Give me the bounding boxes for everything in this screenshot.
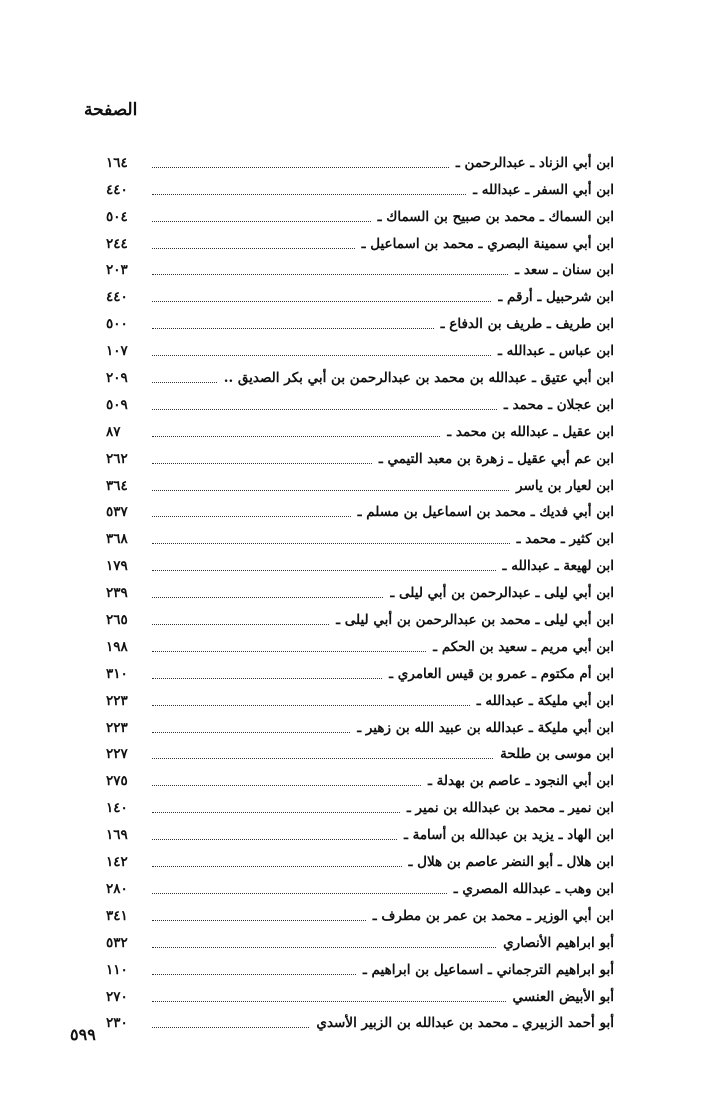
dot-leader — [152, 651, 426, 652]
index-entry — [106, 764, 614, 791]
dot-leader — [152, 167, 449, 168]
entry-page-number: ٥٠٤ — [106, 208, 128, 225]
index-entry — [106, 334, 614, 361]
index-entry — [106, 899, 614, 926]
dot-leader — [152, 678, 382, 679]
index-entry — [106, 280, 614, 307]
index-entry — [106, 576, 614, 603]
entry-page-number: ٣٦٨ — [106, 531, 128, 548]
page-number: ٥٩٩ — [70, 1025, 96, 1044]
index-entry — [106, 684, 614, 711]
entry-page-number: ٢٢٧ — [106, 746, 128, 763]
entry-name: ابن أبي مليكة ـ عبدالله ـ — [476, 692, 614, 709]
dot-leader — [152, 732, 350, 733]
entry-name: ابن شرحبيل ـ أرقم ـ — [498, 289, 614, 306]
entry-page-number: ٤٤٠ — [106, 289, 128, 306]
dot-leader — [152, 274, 508, 275]
entry-name: ابن هلال ـ أبو النضر عاصم بن هلال ـ — [408, 854, 614, 871]
dot-leader — [152, 301, 491, 302]
dot-leader — [152, 543, 510, 544]
entry-page-number: ٢٣٠ — [106, 1015, 128, 1032]
dot-leader — [152, 920, 366, 921]
entry-name: ابن نمير ـ محمد بن عبدالله بن نمير ـ — [406, 800, 614, 817]
entry-page-number: ٣٦٤ — [106, 477, 128, 494]
dot-leader — [152, 839, 397, 840]
dot-leader — [152, 758, 493, 759]
dot-leader — [152, 785, 421, 786]
dot-leader — [152, 705, 470, 706]
index-entry — [106, 415, 614, 442]
entry-name: ابن السماك ـ محمد بن صبيح بن السماك ـ — [377, 208, 614, 225]
page-column-heading: الصفحة — [84, 100, 138, 120]
index-entry — [106, 522, 614, 549]
dot-leader — [152, 974, 356, 975]
index-entry — [106, 496, 614, 523]
entry-name: ابن موسى بن طلحة — [500, 746, 614, 763]
index-entry — [106, 254, 614, 281]
entry-page-number: ٥٠٠ — [106, 316, 128, 333]
entry-page-number: ٢٤٤ — [106, 235, 128, 252]
index-entry — [106, 657, 614, 684]
entry-name: ابن وهب ـ عبدالله المصري ـ — [453, 880, 614, 897]
entry-page-number: ١٤٠ — [106, 800, 128, 817]
index-entry — [106, 200, 614, 227]
entry-page-number: ١٤٢ — [106, 854, 128, 871]
entry-page-number: ٢٧٠ — [106, 988, 128, 1005]
dot-leader — [152, 516, 351, 517]
dot-leader — [152, 382, 217, 383]
entry-name: أبو أحمد الزبيري ـ محمد بن عبدالله بن الزبير الأسدي — [316, 1015, 614, 1032]
entry-page-number: ٢٣٩ — [106, 585, 128, 602]
dot-leader — [152, 328, 434, 329]
entry-name: ابن أبي سمينة البصري ـ محمد بن اسماعيل ـ — [361, 235, 614, 252]
entry-page-number: ١٦٩ — [106, 827, 128, 844]
entry-page-number: ٢٠٣ — [106, 262, 128, 279]
dot-leader — [152, 947, 496, 948]
entry-name: ابن أبي ليلى ـ محمد بن عبدالرحمن بن أبي ليلى ـ — [336, 612, 614, 629]
dot-leader — [152, 1027, 309, 1028]
dot-leader — [152, 436, 440, 437]
index-entry — [106, 146, 614, 173]
index-entry — [106, 845, 614, 872]
entry-name: ابن أبي السفر ـ عبدالله ـ — [473, 181, 614, 198]
dot-leader — [152, 866, 402, 867]
entry-name: ابن أبي ليلى ـ عبدالرحمن بن أبي ليلى ـ — [390, 585, 614, 602]
entry-page-number: ٢٨٠ — [106, 880, 128, 897]
dot-leader — [152, 409, 497, 410]
entry-page-number: ١٠٧ — [106, 343, 128, 360]
entry-page-number: ٢٦٥ — [106, 612, 128, 629]
entry-page-number: ١٦٤ — [106, 154, 128, 171]
index-entry — [106, 1007, 614, 1034]
entry-name: أبو ابراهيم الترجماني ـ اسماعيل بن ابراهيم ـ — [362, 961, 614, 978]
entry-page-number: ١٩٨ — [106, 638, 128, 655]
entry-page-number: ٢٦٢ — [106, 450, 128, 467]
entry-name: ابن سنان ـ سعد ـ — [515, 262, 614, 279]
entry-name: ابن أبي الزناد ـ عبدالرحمن ـ — [455, 154, 614, 171]
index-entry — [106, 549, 614, 576]
entry-name: ابن أبي مريم ـ سعيد بن الحكم ـ — [433, 638, 614, 655]
dot-leader — [152, 893, 447, 894]
dot-leader — [152, 570, 496, 571]
index-entry — [106, 469, 614, 496]
entry-name: ابن عم أبي عقيل ـ زهرة بن معبد التيمي ـ — [378, 450, 614, 467]
entry-name: ابن الهاد ـ يزيد بن عبدالله بن أسامة ـ — [403, 827, 614, 844]
dot-leader — [152, 1001, 506, 1002]
entry-name: ابن عباس ـ عبدالله ـ — [497, 343, 614, 360]
entry-name: ابن أم مكتوم ـ عمرو بن قيس العامري ـ — [389, 665, 614, 682]
dot-leader — [152, 248, 355, 249]
index-entry — [106, 227, 614, 254]
dot-leader — [152, 221, 371, 222]
index-entry — [106, 361, 614, 388]
entry-name: ابن عجلان ـ محمد ـ — [503, 396, 614, 413]
index-entry — [106, 603, 614, 630]
index-entry — [106, 173, 614, 200]
entry-name: ابن عقيل ـ عبدالله بن محمد ـ — [447, 423, 614, 440]
entry-name: ابن أبي فديك ـ محمد بن اسماعيل بن مسلم ـ — [357, 504, 614, 521]
dot-leader — [152, 194, 466, 195]
entry-page-number: ٢٢٣ — [106, 719, 128, 736]
entry-page-number: ٥٣٧ — [106, 504, 128, 521]
dot-leader — [152, 355, 491, 356]
index-entry-list — [106, 146, 614, 1033]
index-entry — [106, 442, 614, 469]
entry-page-number: ٤٤٠ — [106, 181, 128, 198]
dot-leader — [152, 624, 329, 625]
entry-page-number: ٣١٠ — [106, 665, 128, 682]
entry-page-number: ٢٠٩ — [106, 370, 128, 387]
index-entry — [106, 980, 614, 1007]
entry-name: ابن طريف ـ طريف بن الدفاع ـ — [440, 316, 614, 333]
entry-name: ابن أبي النجود ـ عاصم بن بهدلة ـ — [427, 773, 614, 790]
dot-leader — [152, 463, 372, 464]
entry-name: ابن أبي عتيق ـ عبدالله بن محمد بن عبدالرحمن بن أبي بكر الصديق .. — [223, 370, 614, 387]
entry-name: أبو ابراهيم الأنصاري — [503, 934, 614, 951]
entry-name: أبو الأبيض العنسي — [512, 988, 614, 1005]
entry-page-number: ١٧٩ — [106, 558, 128, 575]
index-entry — [106, 872, 614, 899]
entry-page-number: ١١٠ — [106, 961, 128, 978]
entry-page-number: ٣٤١ — [106, 907, 128, 924]
entry-page-number: ٢٢٣ — [106, 692, 128, 709]
index-entry — [106, 711, 614, 738]
index-entry — [106, 926, 614, 953]
index-entry — [106, 630, 614, 657]
entry-page-number: ٥٣٢ — [106, 934, 128, 951]
index-entry — [106, 388, 614, 415]
dot-leader — [152, 490, 509, 491]
entry-name: ابن أبي الوزير ـ محمد بن عمر بن مطرف ـ — [372, 907, 614, 924]
entry-page-number: ٥٠٩ — [106, 396, 128, 413]
dot-leader — [152, 812, 400, 813]
entry-name: ابن لهيعة ـ عبدالله ـ — [502, 558, 614, 575]
entry-page-number: ٢٧٥ — [106, 773, 128, 790]
entry-name: ابن لعيار بن ياسر — [516, 477, 614, 494]
entry-name: ابن كثير ـ محمد ـ — [516, 531, 614, 548]
dot-leader — [152, 597, 383, 598]
index-entry — [106, 307, 614, 334]
entry-page-number: ٨٧ — [106, 423, 121, 440]
index-entry — [106, 738, 614, 765]
index-entry — [106, 791, 614, 818]
entry-name: ابن أبي مليكة ـ عبدالله بن عبيد الله بن زهير ـ — [357, 719, 614, 736]
index-entry — [106, 818, 614, 845]
index-entry — [106, 953, 614, 980]
